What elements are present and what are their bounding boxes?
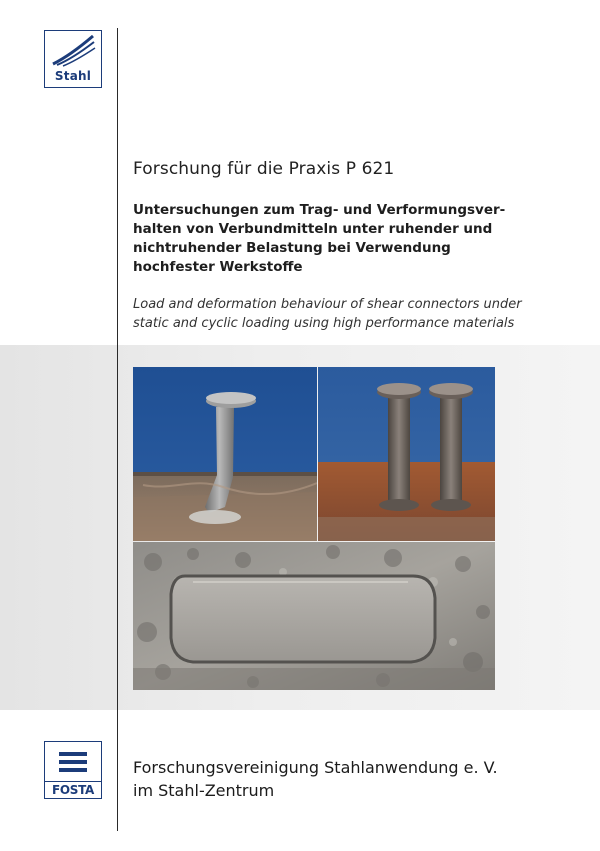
- bent-shear-stud-photo: [133, 367, 317, 541]
- twin-shear-studs-photo: [318, 367, 495, 541]
- stahl-swoosh-icon: [51, 34, 97, 68]
- stahl-logo-text: Stahl: [54, 69, 92, 83]
- fosta-logo-text: FOSTA: [44, 781, 102, 797]
- concrete-cavity-photo: [133, 542, 495, 690]
- title-english-line: Load and deformation behaviour of shear connectors under: [133, 297, 522, 312]
- publisher-line: im Stahl-Zentrum: [133, 781, 275, 800]
- title-german: [133, 201, 533, 277]
- publisher-name: [133, 756, 583, 802]
- series-title: Forschung für die Praxis P 621: [133, 159, 395, 179]
- title-english-line: static and cyclic loading using high performance materials: [133, 316, 515, 331]
- stahl-logo: [44, 30, 102, 88]
- title-german-line: nichtruhender Belastung bei Verwendung: [133, 240, 451, 256]
- title-german-line: Untersuchungen zum Trag- und Verformungsver-: [133, 202, 506, 218]
- fosta-emblem-icon: [55, 748, 91, 778]
- vertical-rule: [117, 28, 118, 831]
- title-german-line: hochfester Werkstoffe: [133, 259, 303, 275]
- title-english: [133, 295, 553, 333]
- title-german-line: halten von Verbundmitteln unter ruhender und: [133, 221, 493, 237]
- fosta-logo: [44, 741, 102, 799]
- publisher-line: Forschungsvereinigung Stahlanwendung e. V.: [133, 758, 498, 777]
